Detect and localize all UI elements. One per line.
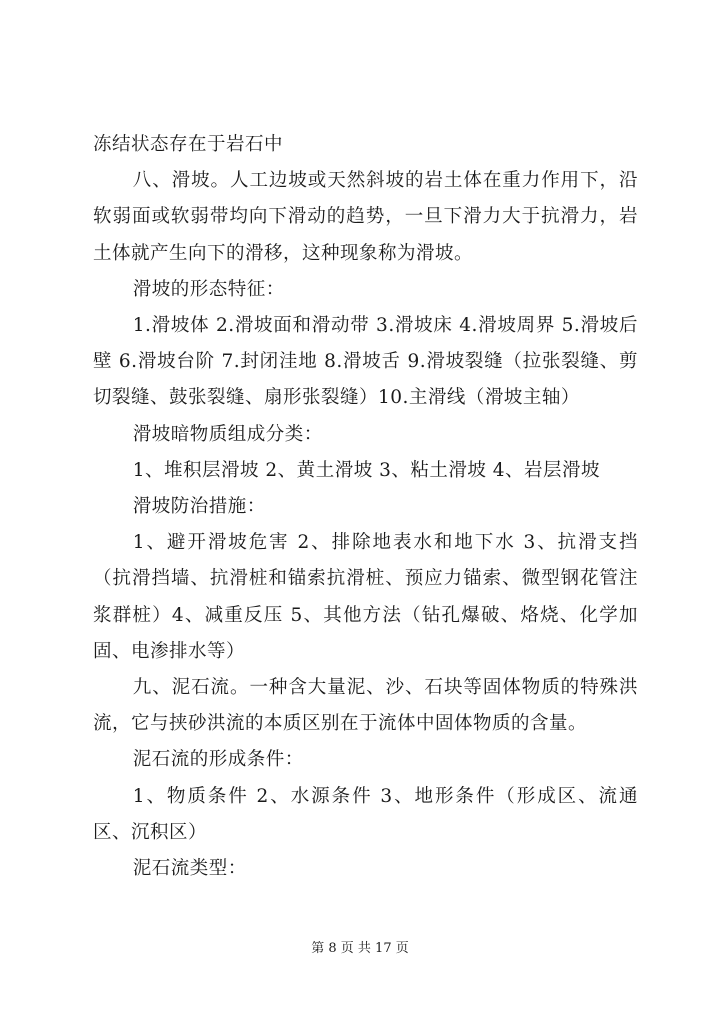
paragraph: 九、泥石流。一种含大量泥、沙、石块等固体物质的特殊洪流，它与挟砂洪流的本质区别在于流体中固体物质的含量。 [93, 677, 638, 735]
paragraph: 1、堆积层滑坡 2、黄土滑坡 3、粘土滑坡 4、岩层滑坡 [132, 459, 600, 481]
paragraph: 滑坡暗物质组成分类： [132, 423, 323, 445]
paragraph: 八、滑坡。人工边坡或天然斜坡的岩土体在重力作用下，沿软弱面或软弱带均向下滑动的趋势，一旦下滑力大于抗滑力，岩土体就产生向下的滑移，这种现象称为滑坡。 [93, 170, 638, 264]
paragraph: 1、物质条件 2、水源条件 3、地形条件（形成区、流通区、沉积区） [93, 785, 638, 843]
paragraph: 滑坡防治措施： [132, 496, 266, 518]
document-body [93, 127, 638, 887]
paragraph: 泥石流的形成条件： [132, 749, 304, 771]
page-number-footer: 第 8 页 共 17 页 [311, 941, 409, 956]
paragraph: 滑坡的形态特征： [132, 278, 285, 300]
paragraph: 1.滑坡体 2.滑坡面和滑动带 3.滑坡床 4.滑坡周界 5.滑坡后壁 6.滑坡台阶 7.封闭洼地 8.滑坡舌 9.滑坡裂缝（拉张裂缝、剪切裂缝、鼓张裂缝、扇形张裂缝）10.主滑线（滑坡主轴） [93, 315, 638, 409]
paragraph: 1、避开滑坡危害 2、排除地表水和地下水 3、抗滑支挡（抗滑挡墙、抗滑桩和锚索抗滑桩、预应力锚索、微型钢花管注浆群桩）4、减重反压 5、其他方法（钻孔爆破、烙烧、化学加固、电渗排水等） [93, 532, 638, 662]
paragraph: 冻结状态存在于岩石中 [93, 134, 284, 155]
paragraph: 泥石流类型： [132, 858, 247, 880]
